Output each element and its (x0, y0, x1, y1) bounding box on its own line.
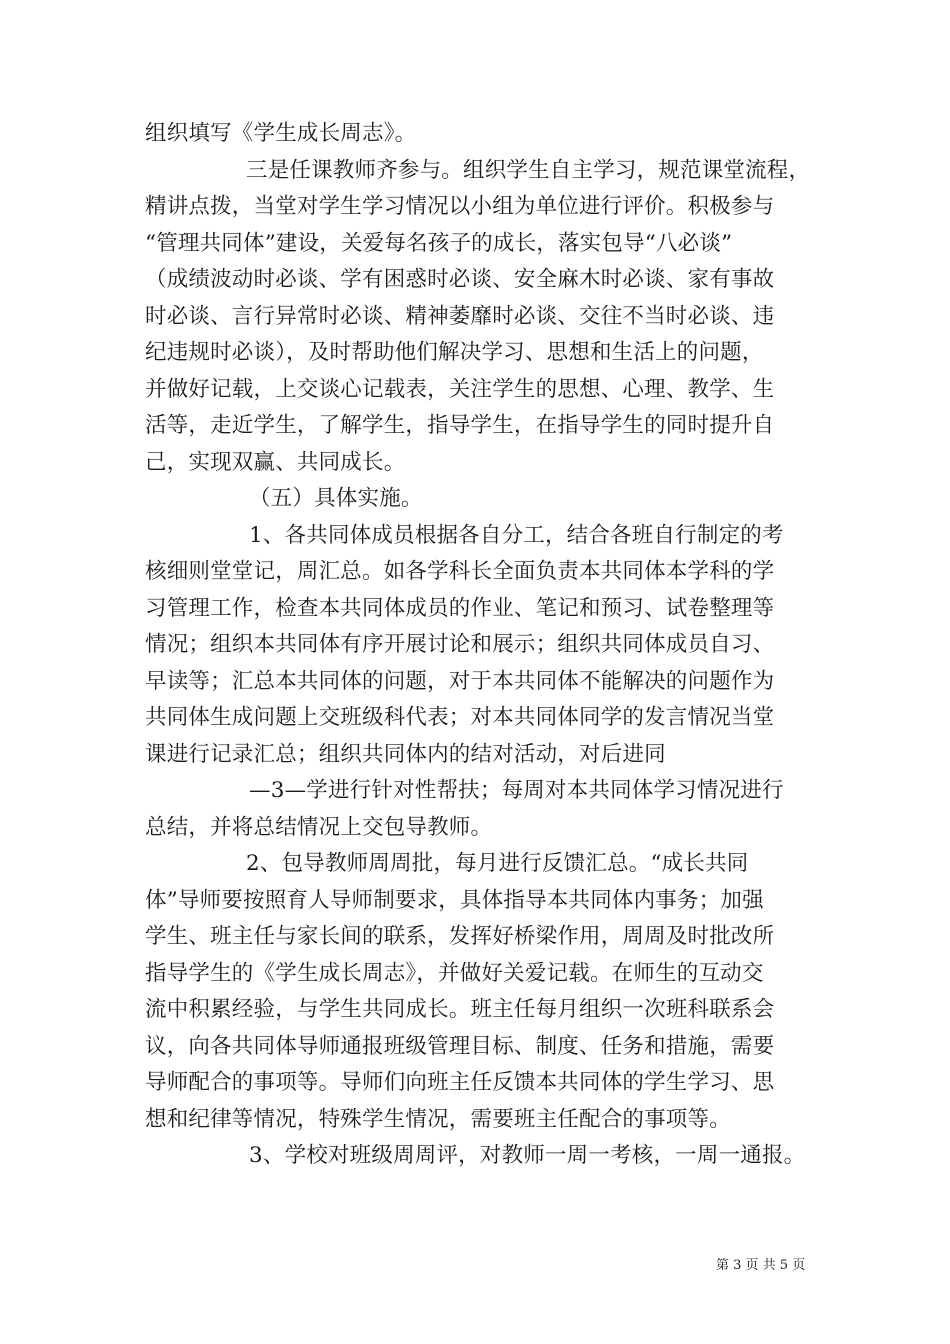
text-line: 并做好记载，上交谈心记载表，关注学生的思想、心理、教学、生 (145, 376, 775, 402)
document-body (145, 116, 830, 1175)
page-number: 第 3 页 共 5 页 (716, 1258, 806, 1273)
text-line: 时必谈、言行异常时必谈、精神萎靡时必谈、交往不当时必谈、违 (145, 303, 775, 329)
text-line: “管理共同体”建设，关爱每名孩子的成长，落实包导“八必谈” (145, 230, 733, 256)
text-line: 情况；组织本共同体有序开展讨论和展示；组织共同体成员自习、 (145, 632, 775, 657)
text-line: 1、各共同体成员根据各自分工，结合各班自行制定的考 (249, 522, 784, 548)
text-line: 己，实现双赢、共同成长。 (145, 449, 406, 475)
text-line: 学生、班主任与家长间的联系，发挥好桥梁作用，周周及时批改所 (145, 924, 775, 949)
text-line: 流中积累经验，与学生共同成长。班主任每月组织一次班科联系会 (145, 997, 775, 1022)
text-line: 课进行记录汇总；组织共同体内的结对活动，对后进同 (145, 741, 666, 767)
text-line: 精讲点拨，当堂对学生学习情况以小组为单位进行评价。积极参与 (145, 194, 775, 219)
text-line: 想和纪律等情况，特殊学生情况，需要班主任配合的事项等。 (145, 1106, 731, 1132)
text-line: 早读等；汇总本共同体的问题，对于本共同体不能解决的问题作为 (145, 668, 775, 694)
text-line: 议，向各共同体导师通报班级管理目标、制度、任务和措施，需要 (145, 1033, 775, 1059)
text-line: 核细则堂堂记，周汇总。如各学科长全面负责本共同体本学科的学 (145, 559, 775, 584)
text-line: （成绩波动时必谈、学有困惑时必谈、安全麻木时必谈、家有事故 (145, 267, 775, 292)
text-line: 体”导师要按照育人导师制要求，具体指导本共同体内事务；加强 (145, 887, 764, 913)
text-line: 共同体生成问题上交班级科代表；对本共同体同学的发言情况当堂 (145, 705, 775, 730)
text-line: 总结，并将总结情况上交包导教师。 (145, 814, 493, 840)
text-line: 组织填写《学生成长周志》。 (145, 121, 417, 146)
text-line: 2、包导教师周周批，每月进行反馈汇总。“成长共同 (246, 851, 749, 876)
section-heading: （五）具体实施。 (249, 486, 423, 511)
text-line: 习管理工作，检查本共同体成员的作业、笔记和预习、试卷整理等 (145, 595, 775, 621)
text-line: 指导学生的《学生成长周志》，并做好关爱记载。在师生的互动交 (145, 960, 764, 986)
text-line: —3—学进行针对性帮扶；每周对本共同体学习情况进行 (249, 778, 784, 803)
text-line: 3、学校对班级周周评，对教师一周一考核，一周一通报。 (249, 1143, 806, 1168)
text-line: 导师配合的事项等。导师们向班主任反馈本共同体的学生学习、思 (145, 1070, 775, 1095)
text-line: 三是任课教师齐参与。组织学生自主学习，规范课堂流程， (246, 157, 811, 183)
text-line: 纪违规时必谈），及时帮助他们解决学习、思想和生活上的问题， (145, 340, 764, 365)
text-line: 活等，走近学生，了解学生，指导学生，在指导学生的同时提升自 (145, 413, 775, 438)
